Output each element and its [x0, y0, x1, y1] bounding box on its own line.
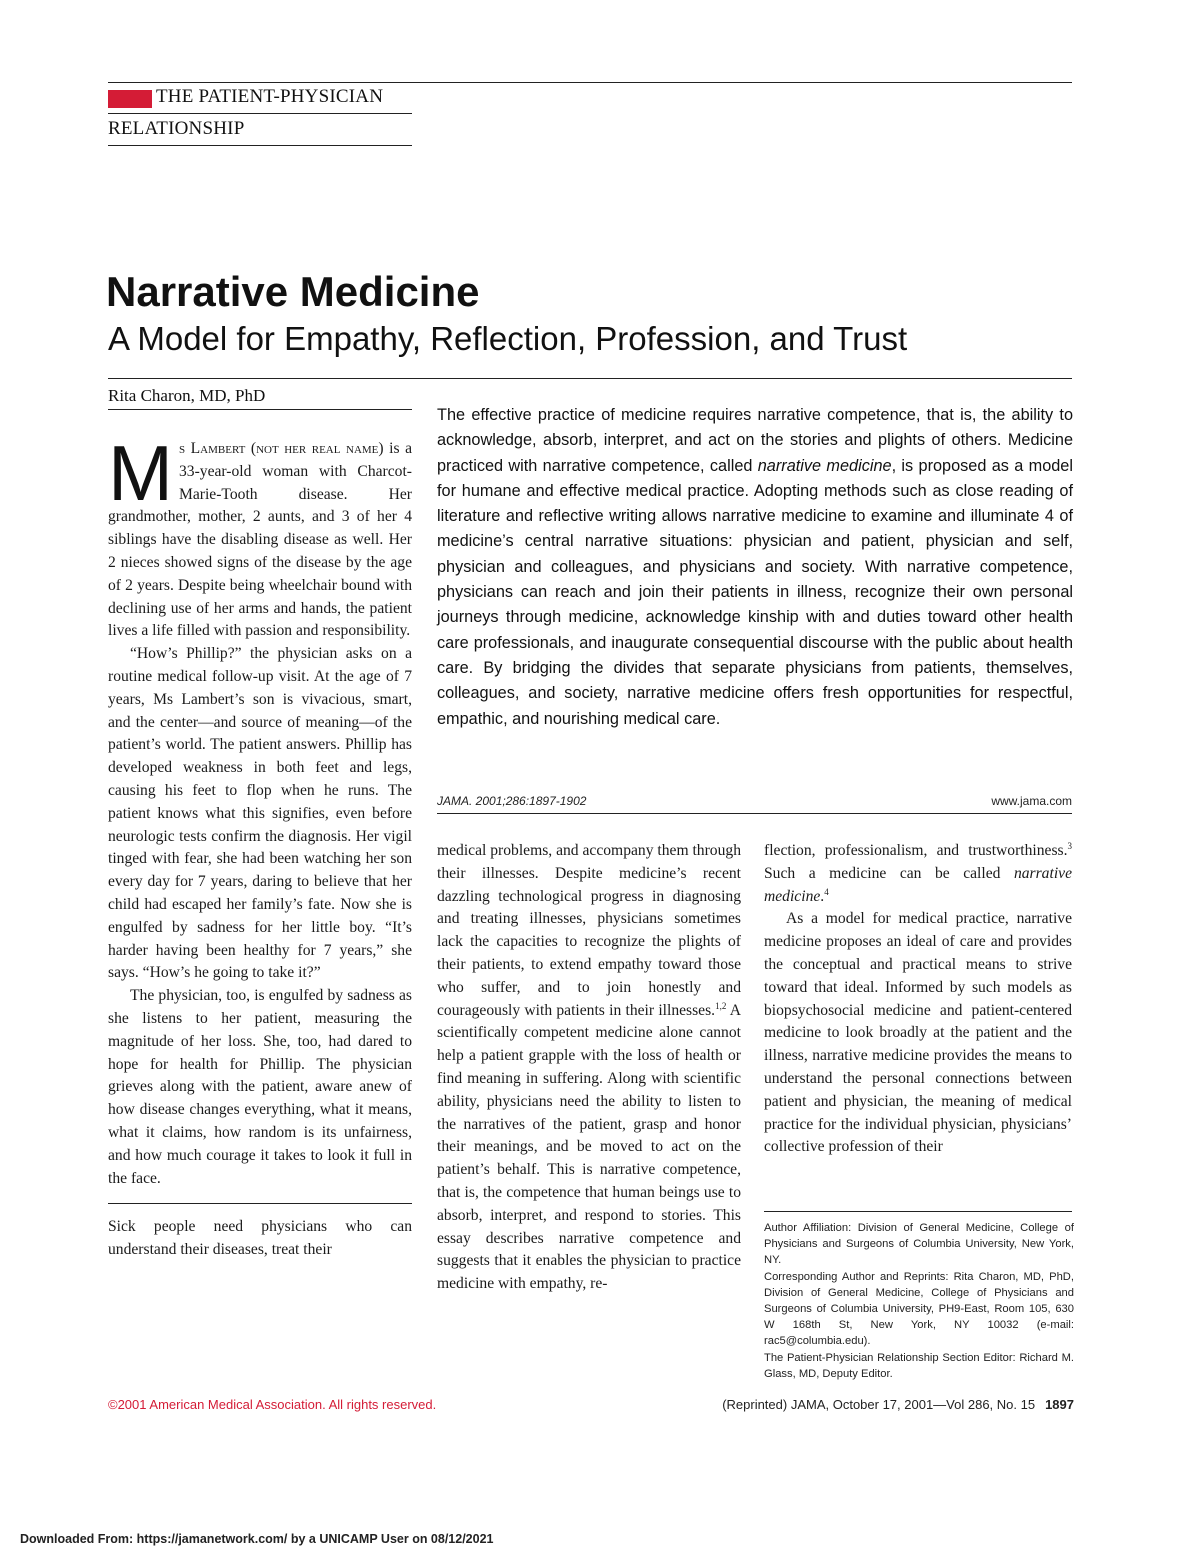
column-2-text-2: A scientifically competent medicine alone cannot help a patient grapple with the loss of health or find meaning in suffering. Along with scientific ability, physicians need the ability to listen to the narratives of the patient, grasp and honor their meanings, and be moved to act on the patient’s behalf. This is narrative competence, that is, the competence that human beings use to absorb, interpret, and respond to stories. This essay describes narrative competence and suggests that it enables the physician to practice medicine with empathy, re-	[437, 1001, 741, 1293]
article-subtitle: A Model for Empathy, Reflection, Profession, and Trust	[108, 320, 908, 357]
issue-info	[640, 1397, 1074, 1412]
citation: JAMA. 2001;286:1897-1902	[437, 794, 587, 808]
section-accent-bar	[108, 90, 152, 108]
issue-line: (Reprinted) JAMA, October 17, 2001—Vol 286, No. 15	[722, 1397, 1036, 1412]
reference-3[interactable]: 3	[1067, 840, 1072, 851]
column-3-term: narrative medicine	[764, 864, 1072, 905]
section-editor: The Patient-Physician Relationship Section Editor: Richard M. Glass, MD, Deputy Editor.	[764, 1351, 1074, 1380]
lead-in-smallcaps: s Lambert (not her real name)	[178, 440, 384, 457]
column-3-paragraph-1	[764, 840, 1072, 908]
article-title: Narrative Medicine	[106, 268, 480, 315]
body-column-2	[437, 840, 741, 1296]
abstract-rule	[437, 813, 1072, 814]
website-link[interactable]: www.jama.com	[991, 794, 1072, 808]
abstract	[437, 403, 1073, 732]
abstract-term-narrative-medicine: narrative medicine	[757, 456, 892, 475]
column-1-rule	[108, 1203, 412, 1204]
column-2-text-1: medical problems, and accompany them through their illnesses. Despite medicine’s recent dazzling technological progress in diagnosing and treating illnesses, physicians sometimes lack the capacities to recognize the plights of their patients, to extend empathy toward those who suffer, and to join honestly and courageously with patients in their illnesses.	[437, 842, 741, 1019]
column-3-period: .	[820, 887, 825, 905]
author-rule	[108, 409, 412, 410]
paragraph-1	[108, 429, 412, 643]
reference-4[interactable]: 4	[824, 886, 829, 897]
page-number: 1897	[1045, 1397, 1074, 1412]
top-rule	[108, 82, 1072, 83]
abstract-text-2: , is proposed as a model for humane and effective medical practice. Adopting methods such as close reading of literature and reflective writing allows narrative medicine to examine and illuminate 4 of medicine’s central narrative situations: physician and patient, physician and self, physician and colleagues, and physicians and society. With narrative competence, physicians can reach and join their patients in illness, recognize their own personal journeys through medicine, acknowledge kinship with and duties toward other health care professionals, and inaugurate consequential discourse with the public about health care. By bridging the divides that separate physicians from patients, themselves, colleagues, and society, narrative medicine offers fresh opportunities for respectful, empathic, and nourishing medical care.	[437, 456, 1073, 728]
paragraph-1-text: is a 33-year-old woman with Charcot-Marie-Tooth disease. Her grandmother, mother, 2 aunts, and 3 of her 4 siblings have the disabling disease as well. Her 2 nieces showed signs of the disease by the age of 2 years. Despite being wheelchair bound with declining use of her arms and hands, the patient lives a life filled with passion and responsibility.	[108, 440, 412, 640]
download-notice: Downloaded From: https://jamanetwork.com/ by a UNICAMP User on 08/12/2021	[20, 1532, 494, 1546]
affiliation-line: Author Affiliation: Division of General Medicine, College of Physicians and Surgeons of Columbia University, New York, NY.	[764, 1222, 1074, 1267]
section-label-line1: THE PATIENT-PHYSICIAN	[156, 86, 384, 107]
section-rule-middle	[108, 113, 412, 114]
affiliation-rule	[764, 1211, 1072, 1212]
column-2-paragraph	[437, 840, 741, 1296]
title-rule	[108, 378, 1072, 379]
reference-1-2[interactable]: 1,2	[715, 1000, 727, 1011]
section-label-line2: RELATIONSHIP	[108, 118, 245, 139]
paragraph-3: The physician, too, is engulfed by sadness as she listens to her patient, measuring the magnitude of her loss. She, too, had dared to hope for health for Phillip. The physician grieves along with the patient, aware anew of how disease changes everything, what it means, what it claims, how random is its unfairness, and how much courage it takes to look it full in the face.	[108, 987, 412, 1187]
section-rule-bottom	[108, 145, 412, 146]
column-3-text-1: flection, professionalism, and trustworthiness.	[764, 842, 1068, 859]
paragraph-4: Sick people need physicians who can understand their diseases, treat their	[108, 1218, 412, 1259]
abstract-text-1: The effective practice of medicine requires narrative competence, that is, the ability to acknowledge, absorb, interpret, and act on the stories and plights of others. Medicine practiced with narrative competence, called	[437, 406, 1073, 475]
author-affiliation	[764, 1220, 1074, 1382]
column-3-text-2: Such a medicine can be called	[764, 864, 1014, 882]
body-column-3	[764, 840, 1072, 1159]
column-3-paragraph-2: As a model for medical practice, narrative medicine proposes an ideal of care and provides the conceptual and practical means to strive toward that ideal. Informed by such models as biopsychosocial medicine and patient-centered medicine to look broadly at the patient and the illness, narrative medicine provides the means to understand the personal connections between patient and physician, the meaning of medical practice for the individual physician, physicians’ collective profession of their	[764, 910, 1072, 1156]
body-column-1	[108, 429, 412, 1262]
drop-cap: M	[108, 429, 173, 517]
author-byline: Rita Charon, MD, PhD	[108, 386, 266, 405]
paragraph-2: “How’s Phillip?” the physician asks on a routine medical follow-up visit. At the age of 7 years, Ms Lambert’s son is vivacious, smart, and the center—and source of meaning—of the patient’s world. The patient answers. Phillip has developed weakness in both feet and legs, causing his feet to flop when he runs. The patient knows what this signifies, even before neurologic tests confirm the diagnosis. Her vigil tinged with fear, she had been watching her son every day for 7 years, daring to believe that her child had escaped her family’s fate. Now she is engulfed by sadness for her little boy. “It’s harder having been healthy for 7 years,” she says. “How’s he going to take it?”	[108, 645, 412, 982]
copyright-notice: ©2001 American Medical Association. All rights reserved.	[108, 1397, 437, 1412]
corresponding-author: Corresponding Author and Reprints: Rita Charon, MD, PhD, Division of General Medicine, College of Physicians and Surgeons of Columbia University, PH9-East, Room 105, 630 W 168th St, New York, NY 10032 (e-mail: rac5@columbia.edu).	[764, 1270, 1074, 1348]
